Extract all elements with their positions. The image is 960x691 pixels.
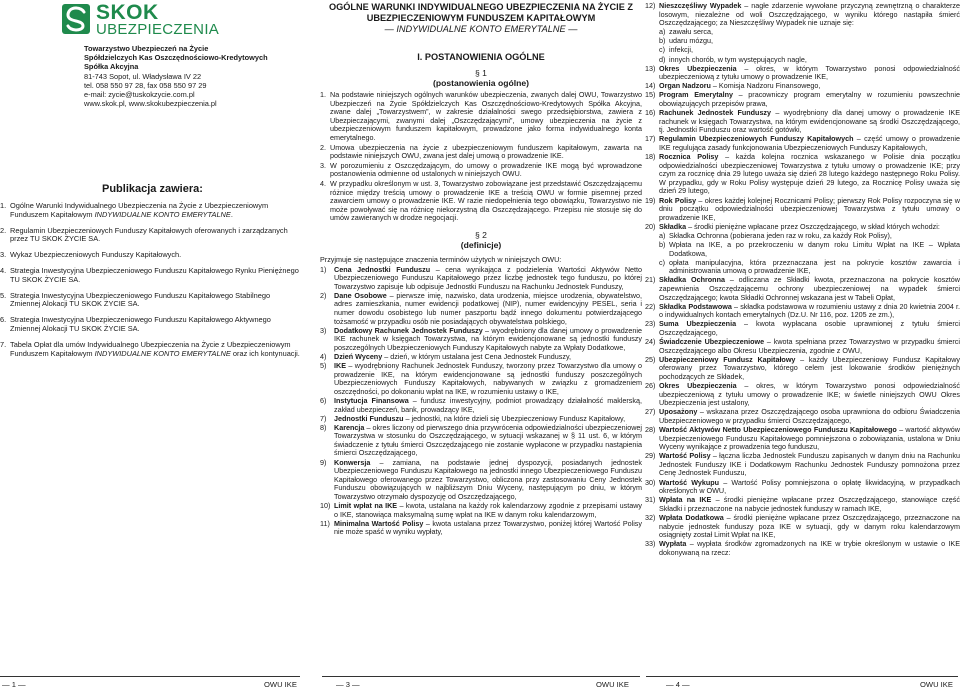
definition-subitem: d) innych chorób, w tym występujących nagle, — [659, 54, 807, 64]
definition-term: Składka Podstawowa — [659, 301, 732, 311]
definition-term: Suma Ubezpieczenia — [659, 319, 737, 329]
definition-item: 26) Okres Ubezpieczenia – okres, w którym Towarzystwo ponosi odpowiedzialność ubezpieczeniową z tytułu umowy o prowadzenie IKE; w świetle niniejszych OWU Okres Ubezpieczenia jest ustalony, — [645, 381, 960, 408]
definition-item: 22) Składka Podstawowa – składka podstawowa w rozumieniu ustawy z dnia 20 kwietnia 2004 r. o indywidualnych kontach emerytalnych (Dz.U. Nr 116, poz. 1205 ze zm.), — [645, 301, 960, 320]
definition-term: Minimalna Wartość Polisy — [334, 518, 424, 528]
definition-item: 2) Dane Osobowe – pierwsze imię, nazwisko, data urodzenia, miejsce urodzenia, obywatelstwo, adres zamieszkania, numer ewidencji podatkowej (NIP), numer ewidencyjny PESEL, seria i numer dowodu osobistego lub numer paszportu bądź innego dokumentu potwierdzającego tożsamość w przypadku osób nie posiadających obywatelstwa polskiego, — [320, 290, 642, 326]
company-line: e-mail: zycie@tuskokzycie.com.pl — [84, 90, 195, 100]
footer-brand: OWU IKE — [264, 680, 297, 689]
definition-item: 31) Wpłata na IKE – środki pieniężne wpłacane przez Oszczędzającego, stanowiące część Składki i przeznaczone na nabycie jednostek funduszy w ramach IKE, — [645, 495, 960, 513]
publication-item: 4. Strategia Inwestycyjna Ubezpieczeniowego Funduszu Kapitałowego Rynku Pieniężnego TU SKOK ŻYCIE SA. — [0, 265, 299, 284]
item-number: 3. — [0, 250, 7, 260]
publication-item: 2. Regulamin Ubezpieczeniowych Funduszy Kapitałowych oferowanych i zarządzanych przez TU SKOK ŻYCIE SA. — [0, 225, 288, 244]
clause-number: 2. — [320, 142, 326, 152]
definition-number: 7) — [320, 413, 327, 423]
definition-item: 17) Regulamin Ubezpieczeniowych Funduszy Kapitałowych – część umowy o prowadzenie IKE regulująca zasady funkcjonowania Ubezpieczeniowych Funduszy Kapitałowych, — [645, 134, 960, 152]
item-number: 1. — [0, 201, 7, 210]
company-line: Spółdzielczych Kas Oszczędnościowo-Kredytowych — [84, 53, 268, 63]
numbered-clause: 1. Na podstawie niniejszych ogólnych warunków ubezpieczenia, zwanych dalej OWU, Towarzystwo Ubezpieczeń na Życie Spółdzielczych Kas Oszczędnościowo-Kredytowych Spółka Akcyjna, zwane dalej „Towarzystwem”, w zakresie działalności swego przedsiębiorstwa, zawiera z Ubezpieczającymi, zwanymi dalej „Oszczędzającymi”, umowy ubezpieczenia na życie z ubezpieczeniowym funduszem kapitałowym, prowadzone jako forma indywidualnego konta emerytalnego. — [320, 90, 642, 142]
definition-term: Limit wpłat na IKE — [334, 501, 398, 511]
paragraph-title: (definicje) — [460, 239, 502, 250]
definition-item: 10) Limit wpłat na IKE – kwota, ustalana na każdy rok kalendarzowy zgodnie z przepisami ustawy o IKE, stanowiąca maksymalną sumę wpłat na IKE w danym roku kalendarzowym, — [320, 501, 642, 519]
definition-number: 32) — [645, 512, 656, 522]
definition-number: 1) — [320, 264, 327, 274]
definition-term: Ubezpieczeniowy Fundusz Kapitałowy — [659, 354, 796, 364]
definition-item: 14) Organ Nadzoru – Komisja Nadzoru Finansowego, — [645, 81, 821, 91]
item-number: 4. — [0, 265, 7, 275]
subitem-letter: a) — [659, 27, 666, 37]
definition-item: 18) Rocznica Polisy – każda kolejna rocznica wskazanego w Polisie dnia początku odpowiedzialności ubezpieczeniowej Towarzystwa z tytułu umowy o prowadzenie IKE; przy czym za rocznicę dnia 29 lutego uważa się dzień 28 lutego każdego następnego Roku Polisy. W przypadku, gdy w Roku Polisy występuje dzień 29 lutego, za Rocznicę Polisy uważa się dzień 29 lutego, — [645, 152, 960, 196]
definition-number: 13) — [645, 63, 656, 73]
definition-term: Rachunek Jednostek Funduszy — [659, 108, 772, 118]
definition-item: 27) Uposażony – wskazana przez Oszczędzającego osoba uprawniona do odbioru Świadczenia Ubezpieczeniowego w przypadku śmierci Oszczędzającego, — [645, 407, 960, 425]
footer-rule — [646, 676, 958, 677]
definition-item: 7) Jednostki Funduszu – jednostki, na które dzieli się Ubezpieczeniowy Fundusz Kapitałowy, — [320, 413, 626, 423]
skok-logo — [62, 1, 242, 42]
definition-number: 25) — [645, 354, 656, 364]
definition-term: Instytucja Finansowa — [334, 395, 409, 405]
definition-term: Organ Nadzoru — [659, 81, 711, 91]
definition-number: 17) — [645, 134, 656, 144]
definition-item: 13) Okres Ubezpieczenia – okres, w którym Towarzystwo ponosi odpowiedzialność ubezpieczeniową z tytułu umowy o prowadzenie IKE, — [645, 63, 960, 82]
definition-number: 3) — [320, 325, 327, 335]
definition-number: 23) — [645, 319, 656, 329]
page-1-column — [0, 0, 318, 691]
company-line: 81-743 Sopot, ul. Władysława IV 22 — [84, 71, 202, 81]
definitions-list — [320, 266, 642, 537]
definition-subitem: b) udaru mózgu, — [659, 36, 713, 46]
item-number: 6. — [0, 315, 7, 325]
definition-term: Regulamin Ubezpieczeniowych Funduszy Kapitałowych — [659, 134, 854, 144]
definition-item: 20) Składka – środki pieniężne wpłacane przez Oszczędzającego, w skład których wchodzi: — [645, 221, 940, 231]
definition-subitem: a) Składka Ochronna (pobierana jeden raz w roku, za każdy Rok Polisy), — [659, 230, 892, 240]
definition-item: 9) Konwersja – zamiana, na podstawie jednej dyspozycji, posiadanych jednostek Ubezpieczeniowego Funduszu Kapitałowego na jednostki innego Ubezpieczeniowego Funduszu Kapitałowego oferowanego przez Towarzystwo, obliczona przy zastosowaniu Ceny Jednostek Funduszu obowiązujących w najbliższym Dniu Wyceny, następującym po dniu, w którym Towarzystwo otrzymało dyspozycję od Oszczędzającego, — [320, 457, 642, 501]
definition-number: 9) — [320, 457, 327, 467]
definition-subitem: b) Wpłata na IKE, a po przekroczeniu w danym roku Limitu Wpłat na IKE – Wpłata Dodatkowa, — [659, 240, 960, 258]
document-title: OGÓLNE WARUNKI INDYWIDUALNEGO UBEZPIECZENIA NA ŻYCIE Z UBEZPIECZENIOWYM FUNDUSZEM KAPITAŁOWYM — [328, 2, 634, 23]
numbered-clause: 2. Umowa ubezpieczenia na życie z ubezpieczeniowym funduszem kapitałowym, zawarta na podstawie niniejszych OWU, zwana jest dalej umową o prowadzenie IKE. — [320, 142, 642, 161]
definition-number: 12) — [645, 1, 656, 10]
definition-term: Dane Osobowe — [334, 290, 387, 300]
definition-item: 21) Składka Ochronna – odliczana ze Składki kwota, przeznaczona na pokrycie kosztów zapewnienia Oszczędzającemu ochrony ubezpieczeniowej na wypadek śmierci Oszczędzającego; kwota Składki Ochronnej wskazana jest w Tabeli Opłat, — [645, 275, 960, 302]
definition-item: 15) Program Emerytalny – pracowniczy program emerytalny w rozumieniu powszechnie obowiązujących przepisów prawa, — [645, 90, 960, 109]
definition-term: Świadczenie Ubezpieczeniowe — [659, 337, 765, 347]
definition-term: Okres Ubezpieczenia — [659, 63, 737, 73]
numbered-clause: 4. W przypadku określonym w ust. 3, Towarzystwo zobowiązane jest przedstawić Oszczędzającemu różnice między treścią umowy o prowadzenie IKE a treścią OWU w formie pisemnej przed zawarciem umowy o prowadzenie IKE. W razie niedopełnienia tego obowiązku, Towarzystwo nie może powoływać się na różnicę niekorzystną dla Oszczędzającego. Przepisu nie stosuje się do umów zawieranych w drodze negocjacji. — [320, 178, 642, 223]
definition-item: 5) IKE – wyodrębniony Rachunek Jednostek Funduszy, tworzony przez Towarzystwo dla umowy o prowadzenie IKE, na którym ewidencjonowane są jednostki funduszy poszczególnych Ubezpieczeniowych Funduszy Kapitałowych, nabywanych w związku z gromadzeniem oszczędności, po dokonaniu wpłat na IKE, w rozumieniu ustawy o IKE, — [320, 361, 642, 396]
definition-number: 24) — [645, 337, 656, 347]
footer-brand: OWU IKE — [596, 680, 629, 689]
definition-number: 22) — [645, 301, 656, 311]
definitions-list-continued — [645, 2, 960, 557]
section-heading: I. POSTANOWIENIA OGÓLNE — [417, 52, 545, 62]
definition-number: 29) — [645, 451, 656, 461]
definition-item: 12) Nieszczęśliwy Wypadek – nagłe zdarzenie wywołane przyczyną zewnętrzną o charakterze losowym, niezależne od woli Oszczędzającego, w wyniku którego nastąpiła śmierć Oszczędzającego; za Nieszczęśliwy Wypadek nie uznaje się: — [645, 1, 960, 28]
paragraph-1-body — [320, 91, 642, 223]
definition-number: 14) — [645, 81, 656, 91]
company-line: tel. 058 550 97 28, fax 058 550 97 29 — [84, 80, 207, 90]
page-3-column — [320, 0, 642, 691]
definition-term: Wartość Polisy — [659, 451, 711, 461]
definition-item: 30) Wartość Wykupu – Wartość Polisy pomniejszona o opłatę likwidacyjną, w przypadkach określonych w OWU, — [645, 477, 960, 496]
definition-number: 8) — [320, 422, 327, 432]
company-line: Spółka Akcyjna — [84, 62, 139, 72]
subitem-letter: d) — [659, 54, 666, 64]
subitem-letter: c) — [659, 45, 665, 55]
subitem-letter: b) — [659, 240, 666, 250]
definitions-lead: Przyjmuje się następujące znaczenia terminów użytych w niniejszych OWU: — [320, 254, 562, 264]
paragraph-title: (postanowienia ogólne) — [433, 78, 529, 88]
definition-term: Wartość Wykupu — [659, 477, 720, 487]
publication-item: 6. Strategia Inwestycyjna Ubezpieczeniowego Funduszu Kapitałowego Aktywnego Zmiennej Alokacji TU SKOK ŻYCIE SA. — [0, 315, 271, 333]
definition-term: Wartość Aktywów Netto Ubezpieczeniowego Funduszu Kapitałowego — [659, 425, 897, 434]
page-number: — 4 — — [666, 680, 690, 689]
definition-item: 4) Dzień Wyceny – dzień, w którym ustalana jest Cena Jednostek Funduszy, — [320, 351, 572, 361]
clause-number: 4. — [320, 178, 326, 188]
logo-name: SKOK — [96, 1, 159, 24]
page-4-column — [645, 0, 960, 691]
footer-rule — [322, 676, 640, 677]
item-italic: INDYWIDUALNE KONTO EMERYTALNE — [94, 209, 231, 219]
definition-item: 16) Rachunek Jednostek Funduszy – wyodrębniony dla danej umowy o prowadzenie IKE rachunek w księgach Towarzystwa, na którym ewidencjonowane są środki Oszczędzającego, tj. Jednostki Funduszu oraz wartość gotówki, — [645, 108, 960, 135]
definition-number: 20) — [645, 221, 656, 231]
definition-number: 10) — [320, 501, 331, 511]
logo-subname: UBEZPIECZENIA — [96, 21, 220, 38]
company-line: www.skok.pl, www.skokubezpieczenia.pl — [84, 99, 217, 109]
definition-number: 30) — [645, 477, 656, 487]
definition-number: 31) — [645, 495, 656, 505]
definition-number: 27) — [645, 407, 656, 417]
publication-list — [0, 202, 300, 365]
item-number: 7. — [0, 339, 7, 349]
publication-item: 7. Tabela Opłat dla umów Indywidualnego Ubezpieczenia na Życie z Ubezpieczeniowym Funduszem Kapitałowym INDYWIDUALNE KONTO EMERYTALNE oraz ich kontynuacji. — [0, 339, 300, 358]
definition-term: Składka Ochronna — [659, 275, 725, 285]
definition-term: Cena Jednostki Funduszu — [334, 264, 431, 274]
company-info — [84, 44, 314, 108]
numbered-clause: 3. W porozumieniu z Oszczędzającym, do umowy o prowadzenie IKE mogą być wprowadzone postanowienia odmienne od ustalonych w niniejszych OWU. — [320, 160, 642, 179]
definition-item: 8) Karencja – okres liczony od pierwszego dnia przywrócenia odpowiedzialności ubezpieczeniowej Towarzystwa w stosunku do Oszczędzającego, w sytuacji wskazanej w § 11 ust. 6, w którym świadczenie z tytułu śmierci Oszczędzającego nie zostanie wypłacone w przypadku nastąpienia śmierci Oszczędzającego, — [320, 422, 642, 458]
definition-subitem: c) opłata manipulacyjna, która przeznaczana jest na pokrycie kosztów zawarcia i administrowania umową o prowadzenie IKE, — [659, 257, 960, 276]
clause-number: 1. — [320, 90, 326, 99]
definition-term: Program Emerytalny — [659, 90, 733, 100]
definition-item: 11) Minimalna Wartość Polisy – kwota ustalana przez Towarzystwo, poniżej której Wartość Polisy nie może spaść w wyniku wypłaty, — [320, 518, 642, 537]
definition-term: Rocznica Polisy — [659, 152, 719, 162]
definition-number: 26) — [645, 381, 656, 391]
definition-term: Jednostki Funduszu — [334, 413, 404, 423]
paragraph-number: § 2 — [475, 229, 487, 240]
footer-brand: OWU IKE — [920, 680, 953, 689]
definition-term: Dzień Wyceny — [334, 351, 383, 361]
definition-number: 6) — [320, 395, 327, 405]
definition-term: Wypłata — [659, 539, 687, 549]
definition-subitem: c) infekcji, — [659, 45, 693, 55]
definition-item: 1) Cena Jednostki Funduszu – cena wynikająca z podzielenia Wartości Aktywów Netto Ubezpieczeniowego Funduszu Kapitałowego przez liczbę jednostek tego funduszu, po której Towarzystwo zapisuje lub odpisuje Jednostki Funduszu na Rachunku Jednostek Funduszy, — [320, 264, 642, 291]
definition-item: 3) Dodatkowy Rachunek Jednostek Funduszy – wyodrębniony dla danej umowy o prowadzenie IKE rachunek w księgach Towarzystwa, na którym ewidencjonowane są jednostki funduszy poszczególnych Ubezpieczeniowych Funduszy Kapitałowych nabyte za Wpłaty Dodatkowe, — [320, 325, 642, 352]
definition-number: 28) — [645, 425, 656, 434]
paragraph-number: § 1 — [475, 68, 487, 78]
definition-number: 15) — [645, 90, 656, 100]
subitem-letter: a) — [659, 230, 666, 240]
definition-number: 18) — [645, 152, 656, 162]
definition-number: 5) — [320, 361, 327, 371]
definition-term: Nieszczęśliwy Wypadek — [659, 1, 742, 10]
definition-item: 32) Wpłata Dodatkowa – środki pieniężne wpłacane przez Oszczędzającego, przeznaczone na nabycie jednostek funduszy poza IKE w sytuacji, gdy w danym roku kalendarzowym osiągnięty został Limit Wpłat na IKE, — [645, 512, 960, 540]
definition-number: 19) — [645, 195, 656, 205]
definition-item: 23) Suma Ubezpieczenia – kwota wypłacana osobie uprawnionej z tytułu śmierci Oszczędzającego, — [645, 319, 960, 337]
clause-number: 3. — [320, 160, 326, 170]
definition-term: Składka — [659, 221, 687, 231]
definition-term: Uposażony — [659, 407, 698, 417]
skok-logo-icon — [62, 4, 90, 34]
publication-item: 5. Strategia Inwestycyjna Ubezpieczeniowego Funduszu Kapitałowego Stabilnego Zmiennej Alokacji TU SKOK ŻYCIE SA. — [0, 290, 271, 309]
definition-number: 4) — [320, 351, 327, 361]
publication-heading: Publikacja zawiera: — [102, 183, 203, 195]
definition-item: 25) Ubezpieczeniowy Fundusz Kapitałowy – każdy Ubezpieczeniowy Fundusz Kapitałowy oferowany przez Towarzystwo, którego celem jest lokowanie środków pieniężnych pochodzących ze Składek, — [645, 354, 960, 381]
definition-term: Wpłata Dodatkowa — [659, 512, 724, 522]
document-subtitle: — INDYWIDUALNE KONTO EMERYTALNE — — [384, 24, 578, 34]
definition-item: 29) Wartość Polisy – łączna liczba Jednostek Funduszu zapisanych w danym dniu na Rachunku Jednostek Funduszy IKE i Dodatkowym Rachunku Jednostek Funduszy pomnożona przez Cenę Jednostek Funduszu, — [645, 451, 960, 478]
company-line: Towarzystwo Ubezpieczeń na Życie — [84, 44, 209, 53]
page-number: — 1 — — [2, 680, 26, 689]
subitem-letter: c) — [659, 257, 665, 267]
definition-item: 6) Instytucja Finansowa – fundusz inwestycyjny, podmiot prowadzący działalność maklerską, zakład ubezpieczeń, bank, prowadzący IKE, — [320, 395, 642, 414]
subitem-letter: b) — [659, 36, 666, 46]
page-number: — 3 — — [336, 680, 360, 689]
definition-number: 11) — [320, 518, 330, 528]
definition-item: 19) Rok Polisy – okres każdej kolejnej Rocznicami Polisy; pierwszy Rok Polisy rozpoczyna się w dniu początku odpowiedzialności ubezpieczeniowej Towarzystwa z tytułu umowy o prowadzenie IKE, — [645, 195, 960, 222]
publication-item: 1. Ogólne Warunki Indywidualnego Ubezpieczenia na Życie z Ubezpieczeniowym Funduszem Kapitałowym INDYWIDUALNE KONTO EMERYTALNE. — [0, 201, 269, 219]
definition-term: Rok Polisy — [659, 195, 697, 205]
definition-number: 21) — [645, 275, 656, 285]
item-number: 2. — [0, 225, 7, 235]
definition-term: Okres Ubezpieczenia — [659, 381, 737, 391]
item-number: 5. — [0, 290, 7, 300]
definition-number: 33) — [645, 539, 656, 549]
definition-item: 24) Świadczenie Ubezpieczeniowe – kwota spełniana przez Towarzystwo w przypadku śmierci Oszczędzającego albo Okresu Ubezpieczenia, zgodnie z OWU, — [645, 337, 960, 355]
footer-rule — [0, 676, 300, 677]
definition-term: IKE — [334, 361, 346, 371]
definition-term: Karencja — [334, 422, 365, 432]
definition-item: 33) Wypłata – wypłata środków zgromadzonych na IKE w trybie określonym w ustawie o IKE dokonywaną na rzecz: — [645, 539, 960, 557]
definition-number: 16) — [645, 108, 656, 118]
item-italic: INDYWIDUALNE KONTO EMERYTALNE — [94, 348, 231, 358]
definition-item: 28) Wartość Aktywów Netto Ubezpieczeniowego Funduszu Kapitałowego – wartość aktywów Ubezpieczeniowego Funduszu Kapitałowego pomniejszona o zobowiązania, ustalona w Dniu Wyceny wynikające z prowadzenia tego funduszu, — [645, 425, 960, 452]
definition-term: Wpłata na IKE — [659, 495, 712, 505]
definition-term: Konwersja — [334, 457, 371, 467]
definition-number: 2) — [320, 290, 327, 300]
definition-term: Dodatkowy Rachunek Jednostek Funduszy — [334, 325, 483, 335]
publication-item: 3. Wykaz Ubezpieczeniowych Funduszy Kapitałowych. — [0, 250, 182, 260]
definition-subitem: a) zawału serca, — [659, 27, 713, 37]
